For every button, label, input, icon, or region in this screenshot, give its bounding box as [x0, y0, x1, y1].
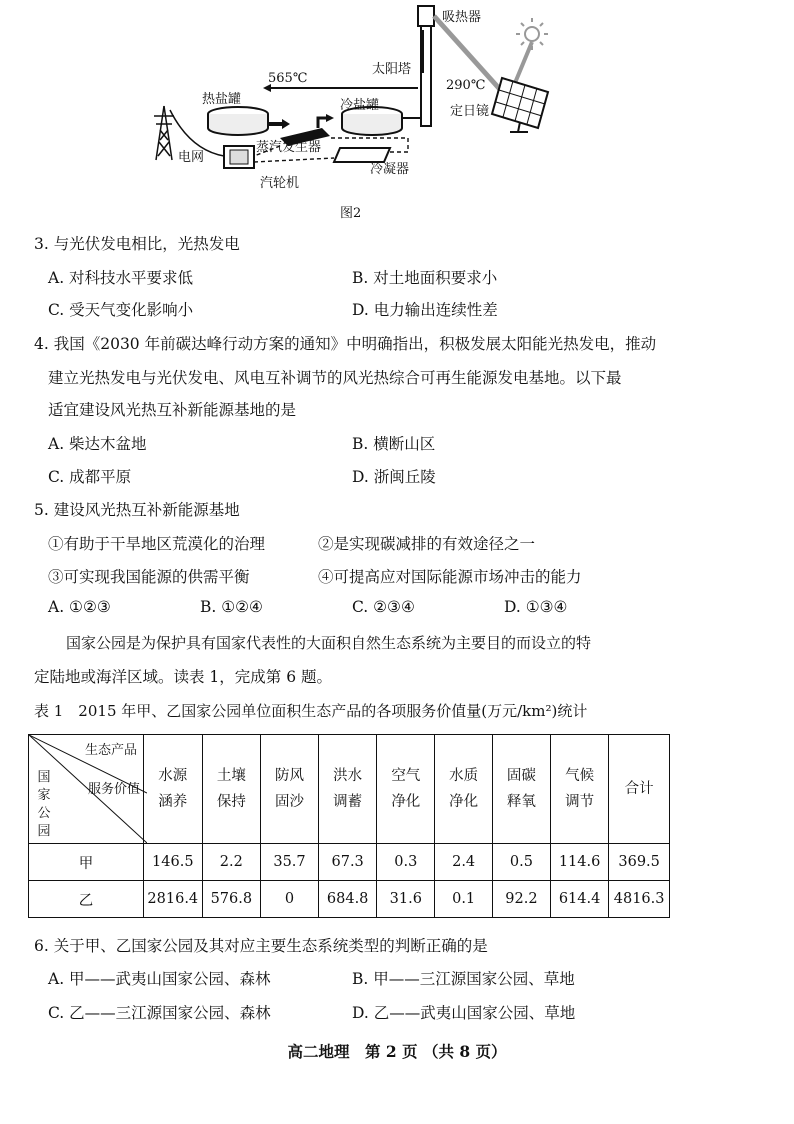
- col-header-windsand-l2: 固沙: [274, 794, 304, 810]
- cell: 31.6: [377, 881, 435, 918]
- label-hot-tank: 热盐罐: [202, 92, 242, 107]
- q6-option-c: C. 乙——三江源国家公园、森林: [48, 1004, 271, 1022]
- col-header-air-l2: 净化: [391, 794, 421, 810]
- q5-statement-2: ②是实现碳减排的有效途径之一: [318, 535, 536, 553]
- col-header-soil-l2: 保持: [216, 794, 246, 810]
- table-title: 表 1 2015 年甲、乙国家公园单位面积生态产品的各项服务价值量(万元/km²)统计: [34, 702, 588, 720]
- ecosystem-value-table: [28, 734, 670, 918]
- q5-statement-1: ①有助于干旱地区荒漠化的治理: [48, 535, 266, 553]
- row-name: 甲: [29, 844, 144, 881]
- q5-option-c: C. ②③④: [352, 598, 415, 616]
- q4-line3: 适宜建设风光热互补新能源基地的是: [48, 401, 297, 419]
- label-heliostat: 定日镜: [450, 104, 490, 119]
- label-absorber: 吸热器: [442, 10, 482, 25]
- col-header-water-l1: 水源: [158, 768, 188, 784]
- q6-option-d: D. 乙——武夷山国家公园、草地: [352, 1004, 576, 1022]
- label-turbine: 汽轮机: [260, 176, 300, 191]
- col-header-carbon-l1: 固碳: [506, 768, 536, 784]
- q3-option-a: A. 对科技水平要求低: [48, 269, 194, 287]
- q4-line2: 建立光热发电与光伏发电、风电互补调节的风光热综合可再生能源发电基地。以下最: [48, 369, 622, 387]
- cell: 146.5: [143, 844, 202, 881]
- col-header-flood-l2: 调蓄: [333, 794, 363, 810]
- col-header-soil-l1: 土壤: [216, 768, 246, 784]
- cell: 114.6: [550, 844, 608, 881]
- q3-option-c: C. 受天气变化影响小: [48, 301, 194, 319]
- solar-thermal-diagram: [150, 0, 570, 200]
- table-row: [29, 844, 670, 881]
- q3-option-b: B. 对土地面积要求小: [352, 269, 498, 287]
- cell: 684.8: [318, 881, 376, 918]
- cell: 2.2: [202, 844, 260, 881]
- cell: 369.5: [609, 844, 670, 881]
- label-cold-tank: 冷盐罐: [340, 98, 380, 113]
- col-header-total: [609, 735, 670, 844]
- q3-stem: 3. 与光伏发电相比，光热发电: [34, 235, 240, 253]
- corner-label-park: 国家公园: [37, 770, 51, 839]
- col-header-waterquality-l1: 水质: [449, 768, 479, 784]
- col-header-waterquality: [435, 735, 493, 844]
- q3-option-d: D. 电力输出连续性差: [352, 301, 498, 319]
- col-header-water: [143, 735, 202, 844]
- table-row: [29, 881, 670, 918]
- intro-line1: 国家公园是为保护具有国家代表性的大面积自然生态系统为主要目的而设立的特: [66, 634, 592, 652]
- col-header-carbon: [492, 735, 550, 844]
- q4-option-c: C. 成都平原: [48, 468, 132, 486]
- page-footer: 高二地理 第 2 页 （共 8 页）: [287, 1042, 507, 1061]
- col-header-total-l1: 合计: [624, 781, 654, 797]
- cell: 4816.3: [609, 881, 670, 918]
- q4-option-a: A. 柴达木盆地: [48, 435, 147, 453]
- corner-label-product: 生态产品: [84, 743, 137, 758]
- label-condenser: 冷凝器: [370, 162, 410, 177]
- label-solar-tower: 太阳塔: [372, 62, 412, 77]
- cell: 0.5: [492, 844, 550, 881]
- cell: 35.7: [261, 844, 319, 881]
- col-header-climate-l2: 调节: [565, 794, 595, 810]
- cell: 2.4: [435, 844, 493, 881]
- row-name: 乙: [29, 881, 144, 918]
- q6-option-a: A. 甲——武夷山国家公园、森林: [48, 970, 271, 988]
- q4-option-d: D. 浙闽丘陵: [352, 468, 436, 486]
- col-header-flood: [318, 735, 376, 844]
- q5-option-b: B. ①②④: [200, 598, 263, 616]
- cell: 92.2: [492, 881, 550, 918]
- q5-option-d: D. ①③④: [504, 598, 568, 616]
- label-grid: 电网: [178, 150, 205, 165]
- q5-option-a: A. ①②③: [48, 598, 111, 616]
- col-header-air: [377, 735, 435, 844]
- col-header-flood-l1: 洪水: [333, 768, 363, 784]
- col-header-windsand-l1: 防风: [274, 768, 304, 784]
- col-header-soil: [202, 735, 260, 844]
- col-header-air-l1: 空气: [391, 768, 421, 784]
- q5-statement-4: ④可提高应对国际能源市场冲击的能力: [318, 568, 582, 586]
- intro-line2: 定陆地或海洋区域。读表 1，完成第 6 题。: [34, 668, 333, 686]
- corner-label-service-value: 服务价值: [87, 782, 140, 797]
- col-header-water-l2: 涵养: [158, 794, 188, 810]
- label-temp-cold: 290℃: [446, 78, 486, 93]
- q5-statement-3: ③可实现我国能源的供需平衡: [48, 568, 250, 586]
- q4-line1: 4. 我国《2030 年前碳达峰行动方案的通知》中明确指出，积极发展太阳能光热发电，推动: [34, 335, 657, 353]
- col-header-windsand: [261, 735, 319, 844]
- cell: 0.1: [435, 881, 493, 918]
- col-header-climate: [550, 735, 608, 844]
- cell: 576.8: [202, 881, 260, 918]
- table-header-row: [29, 735, 670, 844]
- figure-caption: 图2: [340, 206, 362, 221]
- label-temp-hot: 565℃: [268, 71, 308, 86]
- col-header-carbon-l2: 释氧: [506, 794, 536, 810]
- col-header-climate-l1: 气候: [565, 768, 595, 784]
- cell: 614.4: [550, 881, 608, 918]
- cell: 0: [261, 881, 319, 918]
- cell: 2816.4: [143, 881, 202, 918]
- q4-option-b: B. 横断山区: [352, 435, 436, 453]
- table-corner-cell: [29, 735, 144, 844]
- cell: 0.3: [377, 844, 435, 881]
- label-steam-generator: 蒸汽发生器: [256, 140, 322, 155]
- q6-option-b: B. 甲——三江源国家公园、草地: [352, 970, 575, 988]
- q5-stem: 5. 建设风光热互补新能源基地: [34, 501, 240, 519]
- q6-stem: 6. 关于甲、乙国家公园及其对应主要生态系统类型的判断正确的是: [34, 937, 488, 955]
- cell: 67.3: [318, 844, 376, 881]
- col-header-waterquality-l2: 净化: [449, 794, 479, 810]
